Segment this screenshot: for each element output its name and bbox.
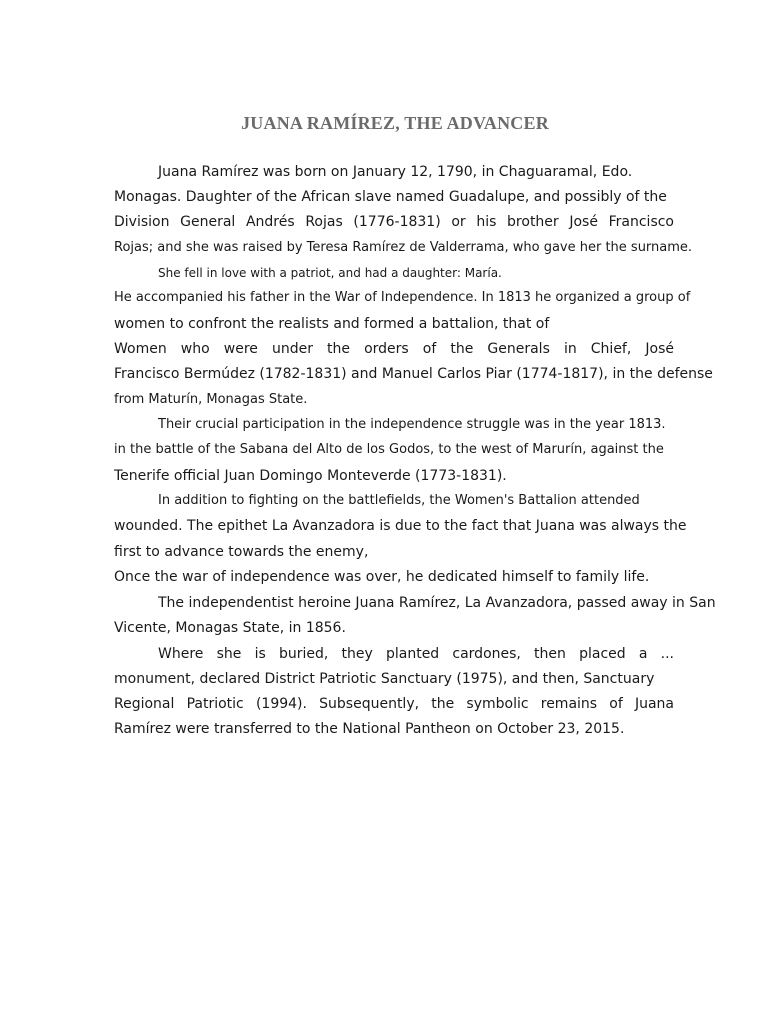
- text-line: She fell in love with a patriot, and had a daughter: María.: [158, 266, 502, 280]
- text-line: from Maturín, Monagas State.: [114, 392, 308, 407]
- text-line: Division General Andrés Rojas (1776-1831) or his brother José Francisco: [114, 214, 674, 230]
- text-line: Tenerife official Juan Domingo Monteverde (1773-1831).: [114, 468, 507, 484]
- text-line: Juana Ramírez was born on January 12, 1790, in Chaguaramal, Edo.: [158, 164, 633, 180]
- text-line: Where she is buried, they planted cardones, then placed a ...: [158, 646, 674, 662]
- text-line: first to advance towards the enemy,: [114, 544, 369, 560]
- text-line: Vicente, Monagas State, in 1856.: [114, 620, 346, 636]
- text-line: He accompanied his father in the War of Independence. In 1813 he organized a group of: [114, 290, 691, 305]
- text-line: monument, declared District Patriotic Sanctuary (1975), and then, Sanctuary: [114, 671, 655, 687]
- text-line: Ramírez were transferred to the National Pantheon on October 23, 2015.: [114, 721, 625, 737]
- text-line: in the battle of the Sabana del Alto de los Godos, to the west of Marurín, against the: [114, 442, 664, 457]
- text-line: women to confront the realists and formed a battalion, that of: [114, 316, 550, 332]
- text-line: Once the war of independence was over, he dedicated himself to family life.: [114, 569, 650, 585]
- text-line: The independentist heroine Juana Ramírez, La Avanzadora, passed away in San: [158, 595, 716, 611]
- text-line: Monagas. Daughter of the African slave named Guadalupe, and possibly of the: [114, 189, 667, 205]
- text-line: Women who were under the orders of the Generals in Chief, José: [114, 341, 674, 357]
- text-line: Regional Patriotic (1994). Subsequently, the symbolic remains of Juana: [114, 696, 674, 712]
- text-line: Rojas; and she was raised by Teresa Ramírez de Valderrama, who gave her the surname.: [114, 240, 693, 255]
- text-line: In addition to fighting on the battlefields, the Women's Battalion attended: [158, 493, 640, 508]
- document-title: JUANA RAMÍREZ, THE ADVANCER: [241, 113, 549, 133]
- text-line: Francisco Bermúdez (1782-1831) and Manuel Carlos Piar (1774-1817), in the defense: [114, 366, 713, 382]
- text-line: Their crucial participation in the independence struggle was in the year 1813.: [158, 417, 666, 432]
- text-line: wounded. The epithet La Avanzadora is due to the fact that Juana was always the: [114, 518, 687, 534]
